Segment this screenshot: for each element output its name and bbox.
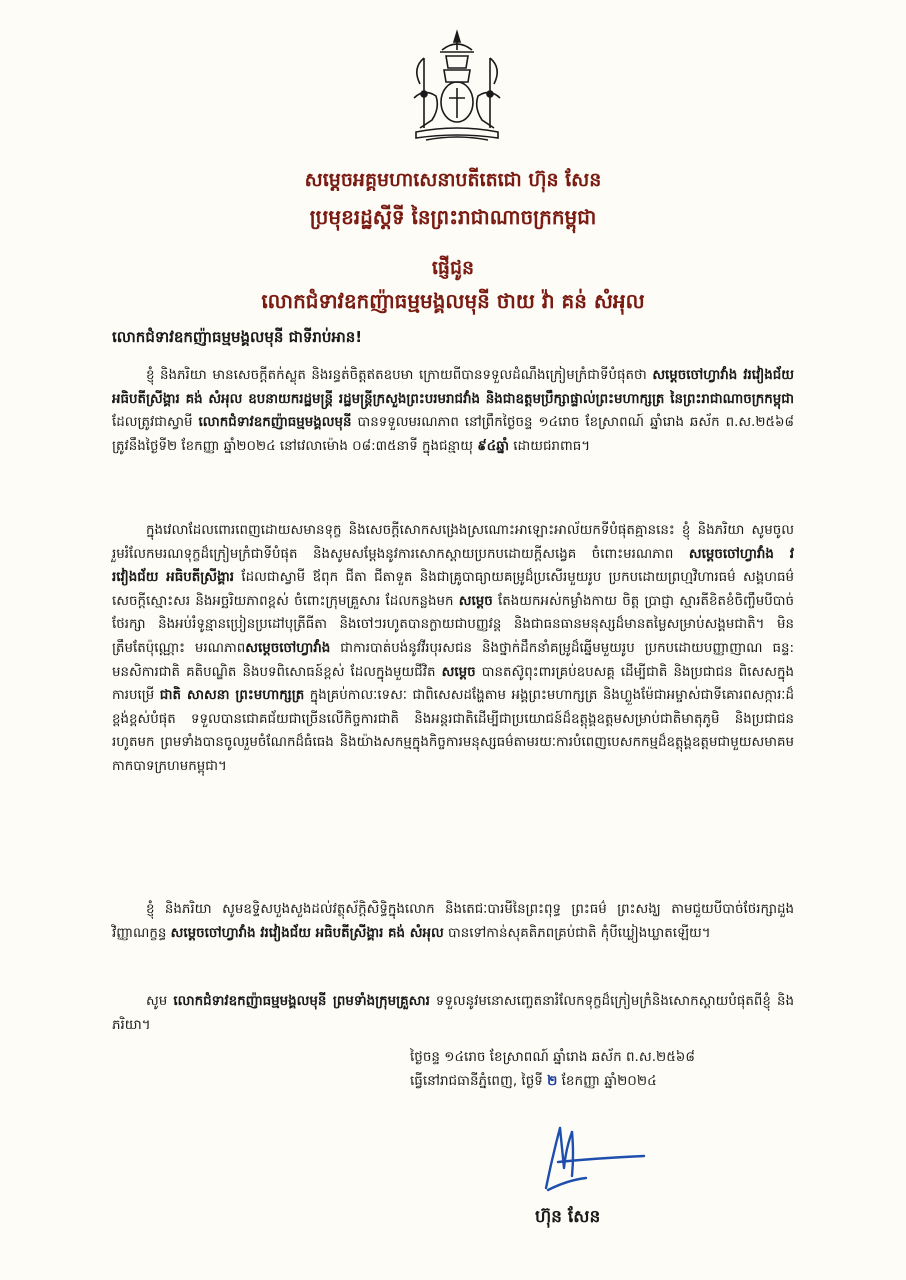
p2-text-g: ជាការបាត់បង់នូវវីរបុរសជន និងថ្នាក់ដឹកនាំគម្រូដ៏ឆ្នើមមួយរូប ប្រកបដោយបញ្ញាញាណ ធន្ទ: មនសិការជាតិ គតិបណ្ឌិត និងបទពិសោធន៍ខ្ពស់ ដែលក្នុងមួយជីវិត xyxy=(112,640,794,680)
p2-bold-d: សម្តេច xyxy=(458,593,493,609)
salutation: លោកជំទាវឧកញ៉ាធម្មមង្គលមុនី ជាទីរាប់អាន! xyxy=(112,328,363,346)
p2-text-i: បានតស៊ូពុះពារគ្រប់ឧបសគ្គ ដើម្បីជាតិ និងប្រជាជន ពិសេសក្នុងការបម្រើ xyxy=(112,664,794,704)
p1-bold-f: ៩៤ឆ្នាំ xyxy=(477,438,509,454)
sender-title: សម្តេចអគ្គមហាសេនាបតីតេជោ ហ៊ុន សែន xyxy=(304,169,602,191)
signatory-name: ហ៊ុន សែន xyxy=(535,1207,601,1227)
p1-bold-b: សម្តេចចៅហ្វាវាំង វរវៀងជ័យ អធិបតីស្រីង្គារ គង់ សំអុល ឧបនាយករដ្ឋមន្ត្រី រដ្ឋមន្ត្រីក្រសួងព្រះបរមរាជវាំង និងជាឧត្តមប្រឹក្សាផ្ទាល់ព្រះមហាក្សត្រ នៃព្រះរាជាណាចក្រកម្ពុជា xyxy=(112,368,795,407)
recipient-name: លោកជំទាវឧកញ៉ាធម្មមង្គលមុនី ថាយ វ៉ា គន់ សំអុល xyxy=(261,289,645,313)
paragraph-3 xyxy=(112,898,794,945)
p1-text-g: ដោយជរាពាធ។ xyxy=(509,438,591,454)
p3-text-a: ខ្ញុំ និងភរិយា សូមឧទ្ទិសបួងសួងដល់វត្ថុស័ក្តិសិទ្ធិក្នុងលោក និងតេជៈបារមីនៃព្រះពុទ្ធ ព្រះធម៌ ព្រះសង្ឃ តាមជួយបីបាច់ថែរក្សាដួងវិញ្ញាណក្ខន្ធ xyxy=(112,902,794,941)
p2-text-c: ដែលជាស្វាមី ឪពុក ជីតា ជីតាទួត និងជាគ្រូបាធ្យាយគម្រូដ៏ប្រសើរមួយរូប ប្រកបដោយព្រហ្មវិហារធម៌ សង្គហធម៌ សេចក្តីស្មោះសរ និងអច្ឆរិយភាពខ្ពស់ ចំពោះក្រុមគ្រួសារ ដែលកន្លងមក xyxy=(112,570,794,609)
place-prefix: ធ្វើនៅរាជធានីភ្នំពេញ, ថ្ងៃទី xyxy=(410,1072,548,1089)
handwritten-signature-icon xyxy=(538,1118,648,1198)
place-and-date xyxy=(410,1070,695,1094)
p3-text-c: បានទៅកាន់សុគតិភពគ្រប់ជាតិ កុំបីឃ្លៀងឃ្លាតឡើយ។ xyxy=(443,925,711,941)
p2-bold-f: សម្តេចចៅហ្វាវាំង xyxy=(245,640,331,656)
lunar-date: ថ្ងៃចន្ទ ១៤រោច ខែស្រាពណ៍ ឆ្នាំរោង ឆស័ក ព.ស.២៥៦៨ xyxy=(410,1049,695,1065)
p1-bold-d: លោកជំទាវឧកញ៉ាធម្មមង្គលមុនី xyxy=(198,415,352,431)
p1-text-e: បានទទួលមរណភាព នៅព្រឹកថ្ងៃចន្ទ ១៤រោច ខែស្រាពណ៍ ឆ្នាំរោង ឆស័ក ព.ស.២៥៦៨ ត្រូវនឹងថ្ងៃទី២ ខែកញ្ញា ឆ្នាំ២០២៤ នៅវេលាម៉ោង ០៨:៣៥នាទី ក្នុងជន្មាយុ xyxy=(112,415,794,454)
sender-office: ប្រមុខរដ្ឋស្តីទី នៃព្រះរាជាណាចក្រកម្ពុជា xyxy=(309,205,597,229)
royal-coat-of-arms-icon xyxy=(402,28,512,148)
date-block xyxy=(410,1046,695,1093)
p2-text-e: តែងយកអស់កម្លាំងកាយ ចិត្ត ប្រាជ្ញា ស្មារតីខិតខំចិញ្ចឹមបីបាច់ថែរក្សា និងអប់រំទូន្មានប្រៀនប្រដៅបុត្រីធីតា និងចៅៗរហូតបានក្លាយជាបញ្ញវន្ត និងជាធនធានមនុស្សដ៏មានតម្លៃសម្រាប់សង្គមជាតិ។ មិនត្រឹមតែប៉ុណ្ណោះ មរណភាព xyxy=(112,593,794,656)
p4-text-c: ទទួលនូវមនោសញ្ចេតនារំលែកទុក្ខដ៏ក្រៀមក្រំនិងសោកស្តាយបំផុតពីខ្ញុំ និងភរិយា។ xyxy=(112,994,794,1033)
paragraph-1 xyxy=(112,364,794,458)
date-day: ២ xyxy=(547,1072,558,1089)
p1-text-c: ដែលត្រូវជាស្វាមី xyxy=(112,415,199,431)
p2-bold-b: សម្តេចចៅហ្វាវាំង វរវៀងជ័យ អធិបតីស្រីង្គារ xyxy=(112,546,794,586)
paragraph-4 xyxy=(112,990,794,1037)
paragraph-2 xyxy=(112,519,794,779)
p2-text-a: ក្នុងវេលាដែលពោរពេញដោយសមានទុក្ខ និងសេចក្តីសោកសង្រេងស្រណោះអាឡោះអាល័យកទីបំផុតគ្មាននេះ ខ្ញុំ និងភរិយា សូមចូលរួមរំលែកមរណទុក្ខដ៏ក្រៀមក្រំជាទីបំផុត និងសូមសម្តែងនូវការសោកស្តាយប្រកបដោយក្តីសង្វេគ ចំពោះមរណភាព xyxy=(112,523,794,562)
p2-bold-j: ជាតិ សាសនា ព្រះមហាក្សត្រ xyxy=(159,688,305,704)
addressed-to: ផ្ញើជូន xyxy=(431,257,475,279)
p4-bold-b: លោកជំទាវឧកញ៉ាធម្មមង្គលមុនី ព្រមទាំងក្រុមគ្រួសារ xyxy=(173,994,430,1009)
p2-text-k: ក្នុងគ្រប់កាលៈទេសៈ ជាពិសេសដង្ហែតាម អង្គព្រះមហាក្សត្រ និងហ្លួងម៉ែជាអម្ចាស់ជាទីគោរពសក្ការៈដ៏ខ្ពង់ខ្ពស់បំផុត ទទួលបានជោគជ័យជាច្រើនលើកិច្ចការជាតិ និងអន្តរជាតិដើម្បីជាប្រយោជន៍ដ៏ឧត្តុង្គឧត្តមសម្រាប់ជាតិមាតុភូមិ និងប្រជាជនរហូតមក ព្រមទាំងបានចូលរួមចំណែកដ៏ធំធេង និងយ៉ាងសកម្មក្នុងកិច្ចការមនុស្សធម៌តាមរយៈការបំពេញបេសកកម្មដ៏ឧត្តុង្គឧត្តមជាមួយសមាគមកាកបាទក្រហមកម្ពុជា។ xyxy=(112,688,794,774)
date-month-year: ខែកញ្ញា ឆ្នាំ២០២៤ xyxy=(557,1072,657,1089)
p2-bold-h: សម្តេច xyxy=(441,664,476,680)
p3-bold-b: សម្តេចចៅហ្វាវាំង វរវៀងជ័យ អធិបតីស្រីង្គារ គង់ សំអុល xyxy=(170,925,444,941)
p4-text-a: សូម xyxy=(146,994,174,1009)
p1-text-a: ខ្ញុំ និងភរិយា មានសេចក្តីតក់ស្លុត និងរន្ធត់ចិត្តឥតឧបមា ក្រោយពីបានទទួលដំណឹងក្រៀមក្រំជាទីបំផុតថា xyxy=(146,368,653,383)
